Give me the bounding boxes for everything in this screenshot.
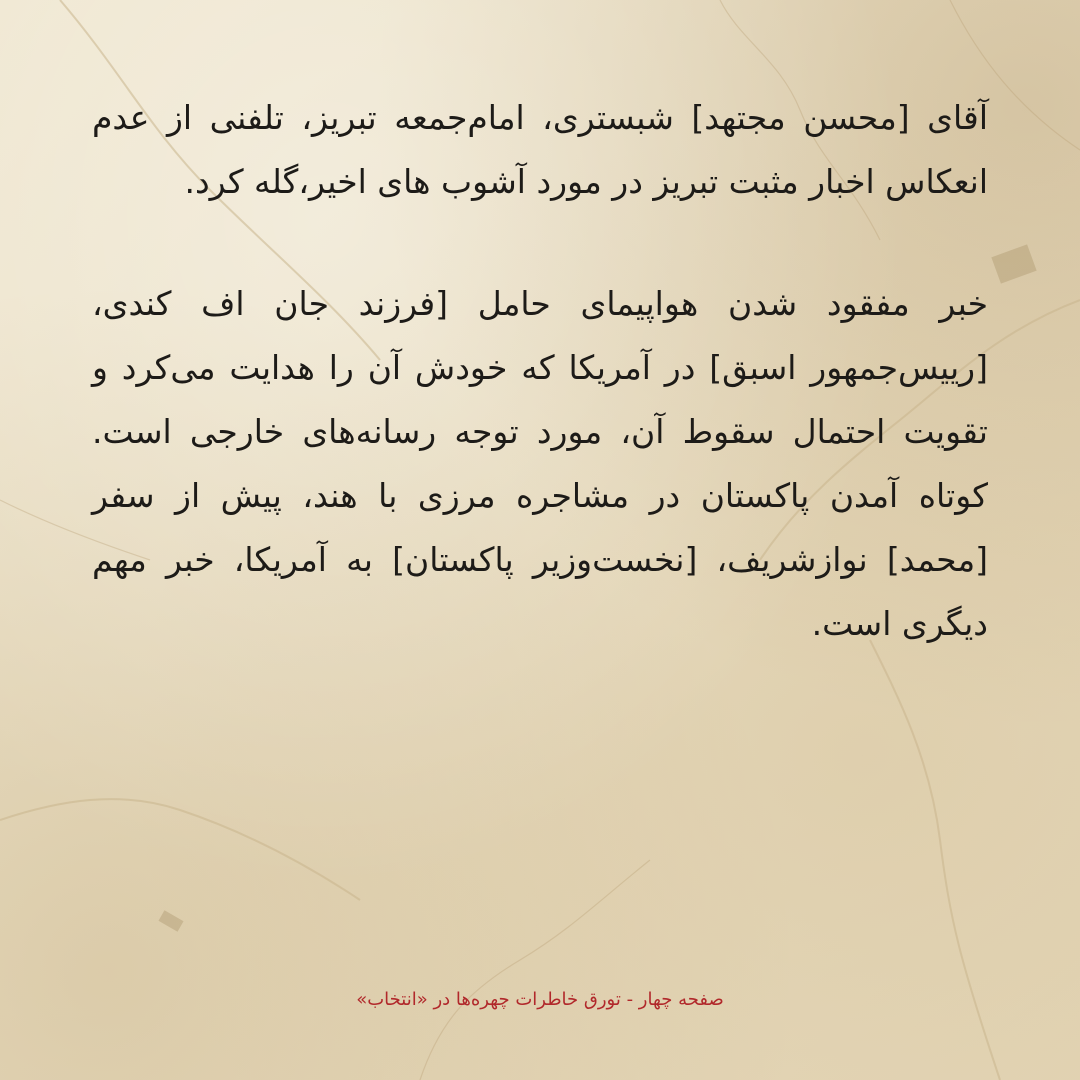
paragraph-2: خبر مفقود شدن هواپیمای حامل [فرزند جان اف کندی، [رییس‌جمهور اسبق] در آمریکا که خودش آن را هدایت می‌کرد و تقویت احتمال سقوط آن، مورد توجه رسانه‌های خارجی است. کوتاه آمدن پاکستان در مشاجره مرزی با هند، پیش از سفر [محمد] نوازشریف، [نخست‌وزیر پاکستان] به آمریکا، خبر مهم دیگری است. [92, 284, 988, 643]
paragraph-1: آقای [محسن مجتهد] شبستری، امام‌جمعه تبریز، تلفنی از عدم انعکاس اخبار مثبت تبریز در مورد آشوب های اخیر،گله کرد. [92, 98, 988, 201]
article-body [92, 86, 988, 656]
page-footer: صفحه چهار - تورق خاطرات چهره‌ها در «انتخاب» [356, 989, 724, 1010]
